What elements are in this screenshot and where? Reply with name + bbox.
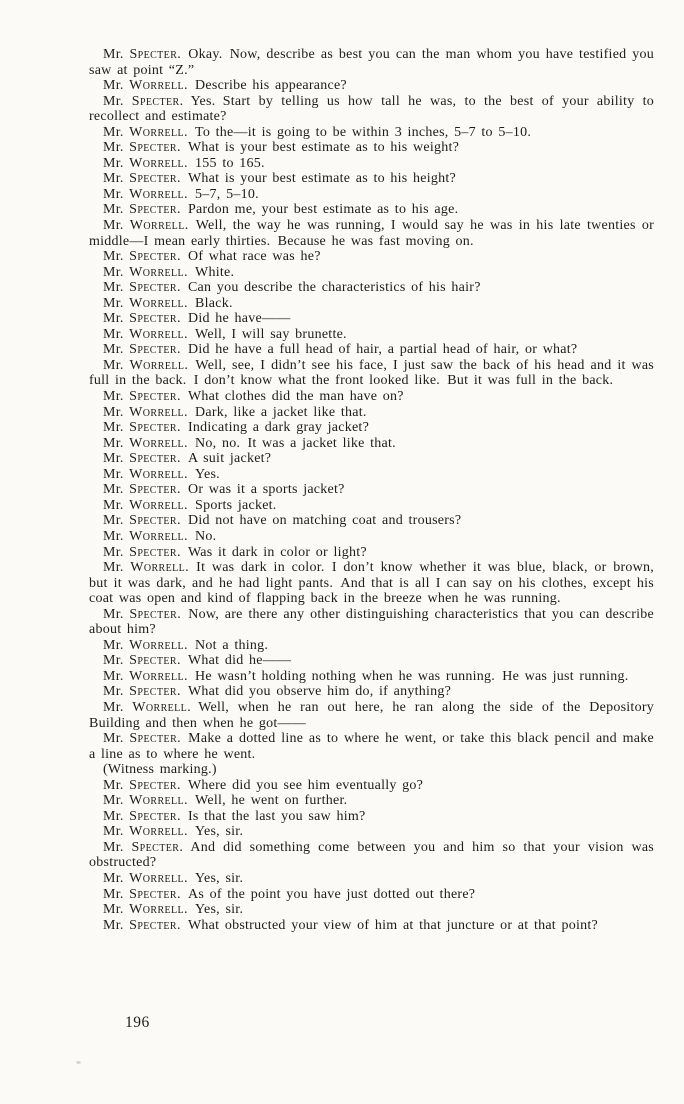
speaker-label: Mr. Worrell. (103, 295, 196, 311)
speaker-label: Mr. Specter. (103, 482, 188, 498)
speaker-label: Mr. Worrell. (103, 528, 196, 544)
transcript-paragraph: Mr. Specter. Pardon me, your best estimate as to his age. (103, 202, 459, 218)
speaker-label: Mr. Worrell. (103, 870, 196, 886)
transcript-paragraph: Mr. Specter. Okay. Now, describe as best you can the man whom you have testified you saw at point “Z.” (89, 47, 655, 78)
speaker-label: Mr. Specter. (103, 917, 188, 933)
speaker-label: Mr. Specter. (103, 202, 188, 218)
transcript-paragraph: Mr. Specter. And did something come between you and him so that your vision was obstructed? (89, 839, 654, 871)
transcript-paragraph: Mr. Worrell. Well, he went on further. (103, 793, 348, 809)
transcript-paragraph: Mr. Worrell. Yes, sir. (103, 902, 244, 918)
speaker-label: Mr. Specter. (103, 420, 188, 436)
speaker-label: Mr. Specter. (103, 93, 191, 109)
speaker-label: Mr. Specter. (103, 886, 188, 902)
speaker-label: Mr. Specter. (103, 731, 189, 747)
transcript-paragraph: Mr. Worrell. To the—it is going to be within 3 inches, 5–7 to 5–10. (103, 124, 532, 140)
transcript-paragraph: Mr. Worrell. No, no. It was a jacket like that. (103, 435, 396, 451)
speaker-label: Mr. Specter. (103, 171, 188, 187)
transcript-paragraph: Mr. Worrell. Not a thing. (103, 637, 269, 653)
speaker-label: Mr. Worrell. (103, 466, 196, 482)
speaker-label: Mr. Specter. (103, 777, 188, 793)
transcript-paragraph: Mr. Specter. What obstructed your view of him at that juncture or at that point? (103, 917, 598, 933)
transcript-paragraph: Mr. Specter. What clothes did the man have on? (103, 389, 404, 405)
transcript-paragraph: Mr. Specter. Did not have on matching coat and trousers? (103, 513, 462, 529)
transcript-paragraph: Mr. Specter. What did he—— (103, 653, 292, 669)
transcript-paragraph: Mr. Specter. Yes. Start by telling us how tall he was, to the best of your ability to recollect and estimate? (89, 93, 655, 125)
speaker-label: Mr. Specter. (103, 684, 188, 700)
speaker-label: Mr. Specter. (103, 249, 188, 265)
transcript-paragraph: Mr. Specter. A suit jacket? (103, 451, 272, 467)
stage-direction: (Witness marking.) (103, 762, 217, 778)
transcript-paragraph: Mr. Specter. Where did you see him eventually go? (103, 777, 424, 793)
transcript-paragraph: Mr. Worrell. Well, I will say brunette. (103, 326, 347, 342)
page-number: 196 (125, 1014, 150, 1031)
speaker-label: Mr. Worrell. (103, 435, 196, 451)
transcript-paragraph: Mr. Specter. Can you describe the characteristics of his hair? (103, 280, 481, 296)
speaker-label: Mr. Worrell. (103, 699, 199, 715)
speaker-label: Mr. Worrell. (103, 264, 196, 280)
transcript-paragraph: Mr. Specter. What did you observe him do, if anything? (103, 684, 452, 700)
speaker-label: Mr. Specter. (103, 839, 191, 855)
speaker-label: Mr. Specter. (103, 389, 188, 405)
speaker-label: Mr. Worrell. (103, 155, 196, 171)
transcript-paragraph: Mr. Specter. Of what race was he? (103, 249, 321, 265)
transcript-paragraph: Mr. Worrell. Sports jacket. (103, 497, 277, 513)
transcript-paragraph: Mr. Specter. Or was it a sports jacket? (103, 482, 345, 498)
speaker-label: Mr. Worrell. (103, 668, 196, 684)
speaker-label: Mr. Specter. (103, 808, 188, 824)
speaker-label: Mr. Worrell. (103, 793, 196, 809)
transcript-paragraph: Mr. Specter. Make a dotted line as to where he went, or take this black pencil and make a line as to where he went. (89, 731, 654, 762)
speaker-label: Mr. Specter. (103, 513, 188, 529)
transcript-paragraph: Mr. Specter. Did he have a full head of hair, a partial head of hair, or what? (103, 342, 578, 358)
speaker-label: Mr. Worrell. (103, 637, 196, 653)
speaker-label: Mr. Worrell. (103, 497, 196, 513)
transcript-paragraph: Mr. Specter. What is your best estimate as to his height? (103, 171, 456, 187)
speaker-label: Mr. Worrell. (103, 326, 196, 342)
speaker-label: Mr. Specter. (103, 653, 188, 669)
transcript-paragraph: Mr. Worrell. Yes. (103, 466, 220, 482)
speaker-label: Mr. Worrell. (103, 560, 197, 576)
transcript-paragraph: Mr. Specter. Did he have—— (103, 311, 291, 327)
speaker-label: Mr. Specter. (103, 342, 188, 358)
transcript-paragraph: Mr. Worrell. Yes, sir. (103, 824, 244, 840)
speaker-label: Mr. Specter. (103, 280, 188, 296)
speaker-label: Mr. Worrell. (103, 902, 196, 918)
transcript-paragraph: Mr. Specter. Was it dark in color or light? (103, 544, 367, 560)
speaker-label: Mr. Specter. (103, 311, 188, 327)
speaker-label: Mr. Worrell. (103, 357, 196, 373)
speaker-label: Mr. Specter. (103, 47, 189, 62)
speaker-label: Mr. Worrell. (103, 824, 196, 840)
scan-artifact (76, 1061, 81, 1064)
speaker-label: Mr. Worrell. (103, 186, 196, 202)
speaker-label: Mr. Worrell. (103, 78, 196, 94)
transcript-paragraph: Mr. Worrell. Well, see, I didn’t see his face, I just saw the back of his head and it was full in the back. I don’t know what the front looked like. But it was full in the back. (89, 357, 654, 389)
speaker-label: Mr. Worrell. (103, 218, 196, 234)
transcript-paragraph: Mr. Worrell. Describe his appearance? (103, 78, 347, 94)
speaker-label: Mr. Specter. (103, 544, 188, 560)
transcript-paragraph: Mr. Specter. As of the point you have just dotted out there? (103, 886, 476, 902)
transcript-paragraph: Mr. Specter. Is that the last you saw him? (103, 808, 366, 824)
transcript-paragraph: Mr. Worrell. No. (103, 528, 217, 544)
transcript-paragraph: Mr. Worrell. It was dark in color. I don’t know whether it was blue, black, or brown, but it was dark, and he had light pants. And that is all I can say on his clothes, except his coat was open and kind of flapping back in the breeze when he was running. (89, 560, 654, 607)
transcript-paragraph: Mr. Specter. What is your best estimate as to his weight? (103, 140, 460, 156)
transcript-paragraph: Mr. Worrell. He wasn’t holding nothing when he was running. He was just running. (103, 668, 629, 684)
transcript-paragraph: Mr. Worrell. 155 to 165. (103, 155, 265, 171)
speaker-label: Mr. Specter. (103, 451, 188, 467)
transcript-paragraph: Mr. Specter. Indicating a dark gray jacket? (103, 420, 370, 436)
transcript-paragraph: Mr. Specter. Now, are there any other distinguishing characteristics that you can describe about him? (89, 606, 654, 638)
transcript-paragraph: Mr. Worrell. Well, the way he was running, I would say he was in his late twenties or middle—I mean early thirties. Because he was fast moving on. (89, 218, 654, 249)
transcript (89, 47, 654, 933)
speaker-label: Mr. Worrell. (103, 404, 196, 420)
transcript-paragraph: Mr. Worrell. Dark, like a jacket like that. (103, 404, 367, 420)
transcript-paragraph: Mr. Worrell. Black. (103, 295, 233, 311)
speaker-label: Mr. Specter. (103, 140, 188, 156)
transcript-paragraph: Mr. Worrell. Yes, sir. (103, 870, 244, 886)
transcript-paragraph: Mr. Worrell. White. (103, 264, 235, 280)
speaker-label: Mr. Specter. (103, 606, 189, 622)
speaker-label: Mr. Worrell. (103, 124, 196, 140)
transcript-paragraph: Mr. Worrell. 5–7, 5–10. (103, 186, 259, 202)
transcript-paragraph: Mr. Worrell. Well, when he ran out here, he ran along the side of the Depository Building and then when he got—— (89, 699, 654, 731)
